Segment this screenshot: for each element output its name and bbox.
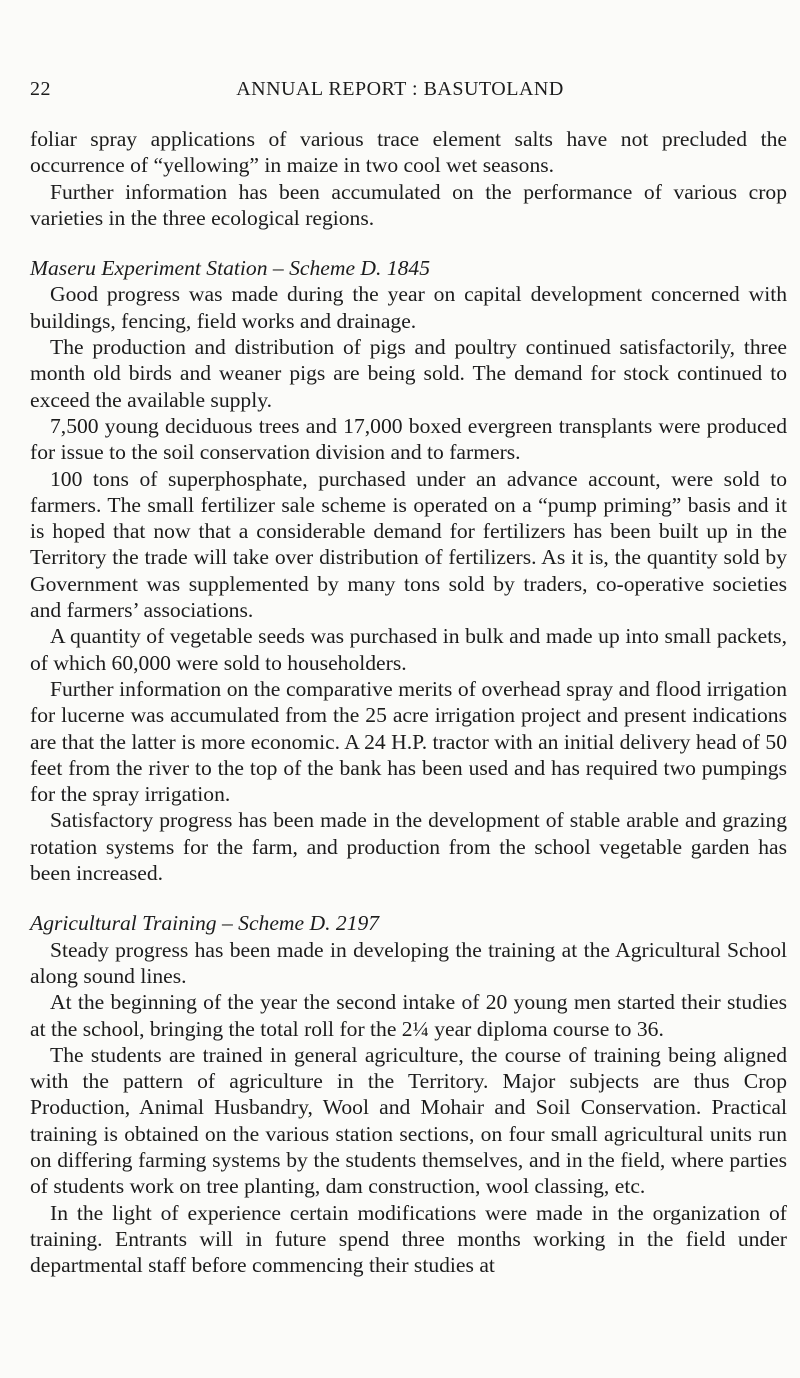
paragraph: Further information has been accumulated on the performance of various crop varieties in the three ecological regions. [30,179,787,230]
page-number: 22 [30,78,51,100]
running-title: ANNUAL REPORT : BASUTOLAND [236,78,564,100]
section-heading: Maseru Experiment Station – Scheme D. 1845 [30,256,431,281]
body-text [30,126,787,1278]
paragraph: Satisfactory progress has been made in the development of stable arable and grazing rotation systems for the farm, and production from the school vegetable garden has been increased. [30,808,787,886]
section-heading: Agricultural Training – Scheme D. 2197 [30,911,380,936]
paragraph: 7,500 young deciduous trees and 17,000 boxed evergreen transplants were produced for issue to the soil conservation division and to farmers. [30,413,787,465]
paragraph: Good progress was made during the year on capital development concerned with buildings, fencing, field works and drainage. [30,282,787,333]
paragraph: Further information on the comparative merits of overhead spray and flood irrigation for lucerne was accumulated from the 25 acre irrigation project and present indications are that the latter is more economic. A 24 H.P. tractor with an initial delivery head of 50 feet from the river to the top of the bank has been used and has required two pumpings for the spray irrigation. [30,676,787,807]
paragraph: 100 tons of superphosphate, purchased under an advance account, were sold to farmers. The small fertilizer sale scheme is operated on a “pump priming” basis and it is hoped that now that a considerable demand for fertilizers has been built up in the Territory the trade will take over distribution of fertilizers. As it is, the quantity sold by Government was supplemented by many tons sold by traders, co-operative societies and farmers’ associations. [30,466,787,623]
paragraph: At the beginning of the year the second intake of 20 young men started their studies at the school, bringing the total roll for the 2¼ year diploma course to 36. [30,990,787,1041]
paragraph: The students are trained in general agriculture, the course of training being aligned with the pattern of agriculture in the Territory. Major subjects are thus Crop Production, Animal Husbandry, Wool and Mohair and Soil Conservation. Practical training is obtained on the various station sections, on four small agricultural units run on differing farming systems by the students themselves, and in the field, where parties of students work on tree planting, dam construction, wool classing, etc. [30,1042,787,1199]
paragraph: In the light of experience certain modifications were made in the organization of training. Entrants will in future spend three months working in the field under departmental staff before commencing their studies at [30,1200,787,1278]
paragraph: foliar spray applications of various trace element salts have not precluded the occurrence of “yellowing” in maize in two cool wet seasons. [30,127,787,178]
paragraph: A quantity of vegetable seeds was purchased in bulk and made up into small packets, of which 60,000 were sold to householders. [30,624,787,675]
paragraph: Steady progress has been made in developing the training at the Agricultural School along sound lines. [30,937,787,988]
paragraph: The production and distribution of pigs and poultry continued satisfactorily, three month old birds and weaner pigs are being sold. The demand for stock continued to exceed the available supply. [30,335,787,412]
running-head [30,78,770,114]
